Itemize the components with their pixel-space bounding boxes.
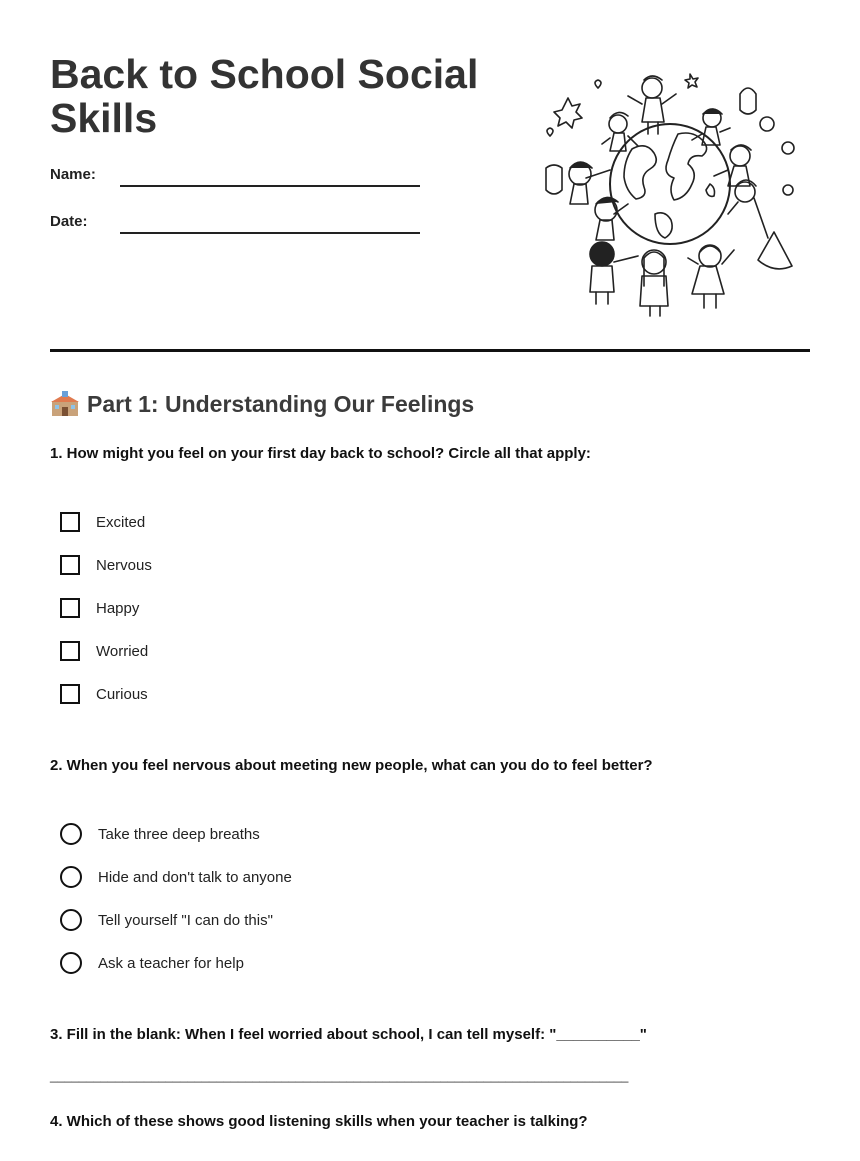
option-label: Tell yourself "I can do this" [98, 911, 273, 929]
part1-title [50, 388, 474, 420]
q3-answer-line[interactable]: ________________________________________________________________________________ [50, 1068, 629, 1083]
question-2: 2. When you feel nervous about meeting new people, what can you do to feel better? [50, 757, 653, 774]
date-field [50, 213, 470, 243]
q2-option-ask-teacher[interactable] [60, 950, 244, 976]
date-line[interactable] [120, 232, 420, 234]
q1-option-worried[interactable] [60, 638, 148, 664]
radio-button[interactable] [60, 952, 82, 974]
checkbox[interactable] [60, 598, 80, 618]
school-building-icon [50, 391, 80, 417]
question-1: 1. How might you feel on your first day back to school? Circle all that apply: [50, 445, 591, 462]
part1-title-text: Part 1: Understanding Our Feelings [87, 390, 475, 417]
q1-option-curious[interactable] [60, 681, 148, 707]
worksheet-title: Back to School Social Skills [50, 51, 479, 141]
question-4: 4. Which of these shows good listening skills when your teacher is talking? [50, 1113, 588, 1130]
option-label: Nervous [96, 556, 152, 574]
q2-option-hide[interactable] [60, 864, 292, 890]
radio-button[interactable] [60, 866, 82, 888]
option-label: Curious [96, 685, 148, 703]
name-field [50, 166, 470, 196]
name-line[interactable] [120, 185, 420, 187]
kids-around-globe-illustration [540, 64, 800, 322]
q1-option-happy[interactable] [60, 595, 139, 621]
option-label: Take three deep breaths [98, 825, 260, 843]
checkbox[interactable] [60, 641, 80, 661]
option-label: Excited [96, 513, 146, 531]
checkbox[interactable] [60, 512, 80, 532]
checkbox[interactable] [60, 555, 80, 575]
q1-option-nervous[interactable] [60, 552, 152, 578]
option-label: Worried [96, 642, 149, 660]
option-label: Ask a teacher for help [98, 954, 244, 972]
option-label: Hide and don't talk to anyone [98, 868, 292, 886]
name-label: Name: [50, 166, 96, 183]
section-divider [50, 349, 810, 352]
date-label: Date: [50, 213, 88, 230]
radio-button[interactable] [60, 909, 82, 931]
q2-option-deep-breaths[interactable] [60, 821, 260, 847]
radio-button[interactable] [60, 823, 82, 845]
q1-option-excited[interactable] [60, 509, 145, 535]
q2-option-tell-yourself[interactable] [60, 907, 273, 933]
checkbox[interactable] [60, 684, 80, 704]
question-3: 3. Fill in the blank: When I feel worried about school, I can tell myself: "__________" [50, 1026, 647, 1043]
option-label: Happy [96, 599, 140, 617]
